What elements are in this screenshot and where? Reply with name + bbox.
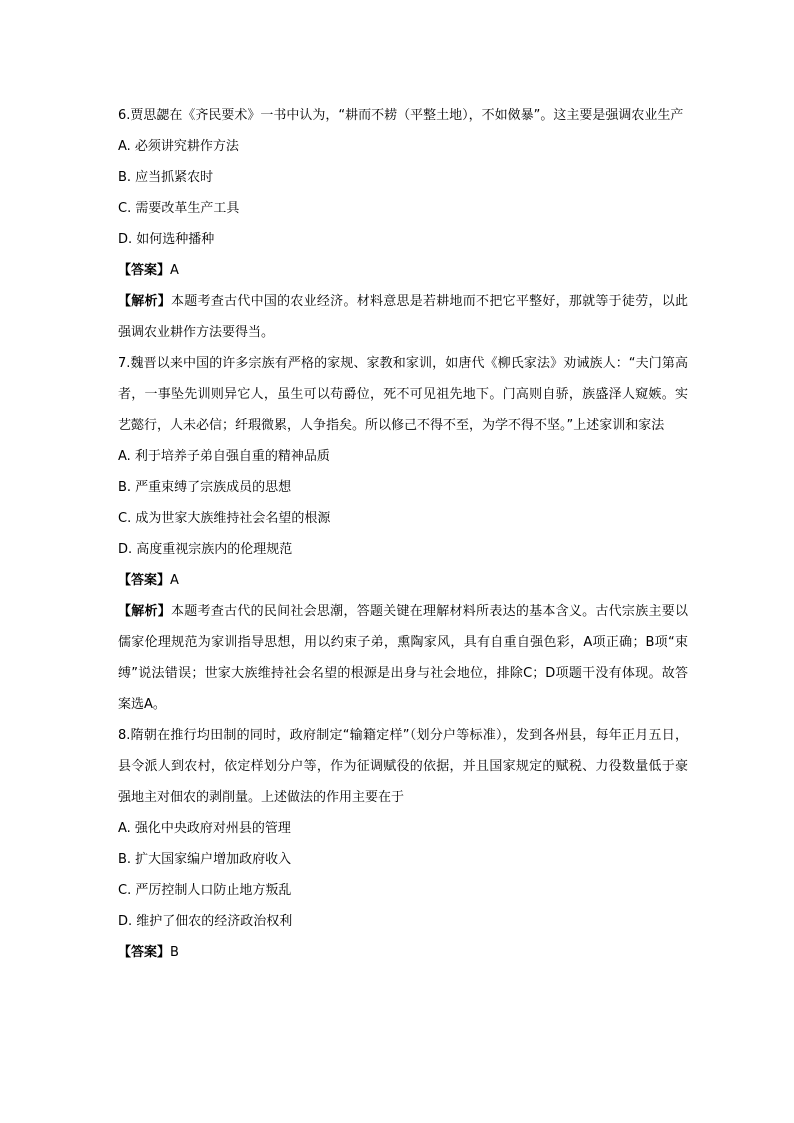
option-d: D. 高度重视宗族内的伦理规范 — [118, 542, 293, 557]
answer-tag: 【答案】 — [118, 263, 171, 278]
option-c: C. 严厉控制人口防止地方叛乱 — [118, 883, 292, 898]
option-b: B. 应当抓紧农时 — [118, 170, 214, 185]
option-a: A. 必须讲究耕作方法 — [118, 139, 239, 154]
answer-line — [118, 255, 688, 286]
question-stem: 6.贾思勰在《齐民要术》一书中认为，“耕而不耢（平整土地），不如傚暴”。这主要是强调农业生产 — [118, 108, 684, 123]
option-c: C. 需要改革生产工具 — [118, 201, 240, 216]
option-d: D. 如何选种播种 — [118, 232, 215, 247]
option-b: B. 严重束缚了宗族成员的思想 — [118, 480, 292, 495]
option-d: D. 维护了佃农的经济政治权利 — [118, 914, 293, 929]
option-b: B. 扩大国家编户增加政府收入 — [118, 852, 292, 867]
answer-line — [118, 565, 688, 596]
question-stem: 7.魏晋以来中国的许多宗族有严格的家规、家教和家训，如唐代《柳氏家法》劝诫族人：“夫门第高者，一事坠先训则异它人，虽生可以苟爵位，死不可见祖先地下。门高则自骄，族盛泽人窥嫉。实艺懿行，人未必信；纤瑕微累，人争指矣。所以修己不得不至，为学不得不坚。”上述家训和家法 — [118, 356, 688, 433]
analysis-line — [118, 286, 688, 348]
answer-value: B — [170, 945, 179, 960]
option-a: A. 利于培养子弟自强自重的精神品质 — [118, 449, 330, 464]
analysis-text: 本题考查古代中国的农业经济。材料意思是若耕地而不把它平整好，那就等于徒劳，以此强调农业耕作方法要得当。 — [118, 294, 688, 340]
answer-tag: 【答案】 — [118, 945, 171, 960]
answer-line — [118, 937, 688, 968]
answer-value: A — [170, 263, 179, 278]
option-a: A. 强化中央政府对州县的管理 — [118, 821, 291, 836]
answer-value: A — [170, 573, 179, 588]
analysis-text: 本题考查古代的民间社会思潮，答题关键在理解材料所表达的基本含义。古代宗族主要以儒家伦理规范为家训指导思想，用以约束子弟，熏陶家风，具有自重自强色彩，A项正确；B项“束缚”说法错误；世家大族维持社会名望的根源是出身与社会地位，排除C；D项题干没有体现。故答案选A。 — [118, 604, 688, 712]
analysis-line — [118, 596, 688, 720]
question-stem: 8.隋朝在推行均田制的同时，政府制定“输籍定样”（划分户等标准），发到各州县，每年正月五日，县令派人到农村，依定样划分户等，作为征调赋役的依据，并且国家规定的赋税、力役数量低于豪强地主对佃农的剥削量。上述做法的作用主要在于 — [118, 728, 688, 805]
analysis-tag: 【解析】 — [118, 604, 172, 619]
option-c: C. 成为世家大族维持社会名望的根源 — [118, 511, 331, 526]
analysis-tag: 【解析】 — [118, 294, 172, 309]
answer-tag: 【答案】 — [118, 573, 171, 588]
exam-page — [118, 100, 688, 968]
